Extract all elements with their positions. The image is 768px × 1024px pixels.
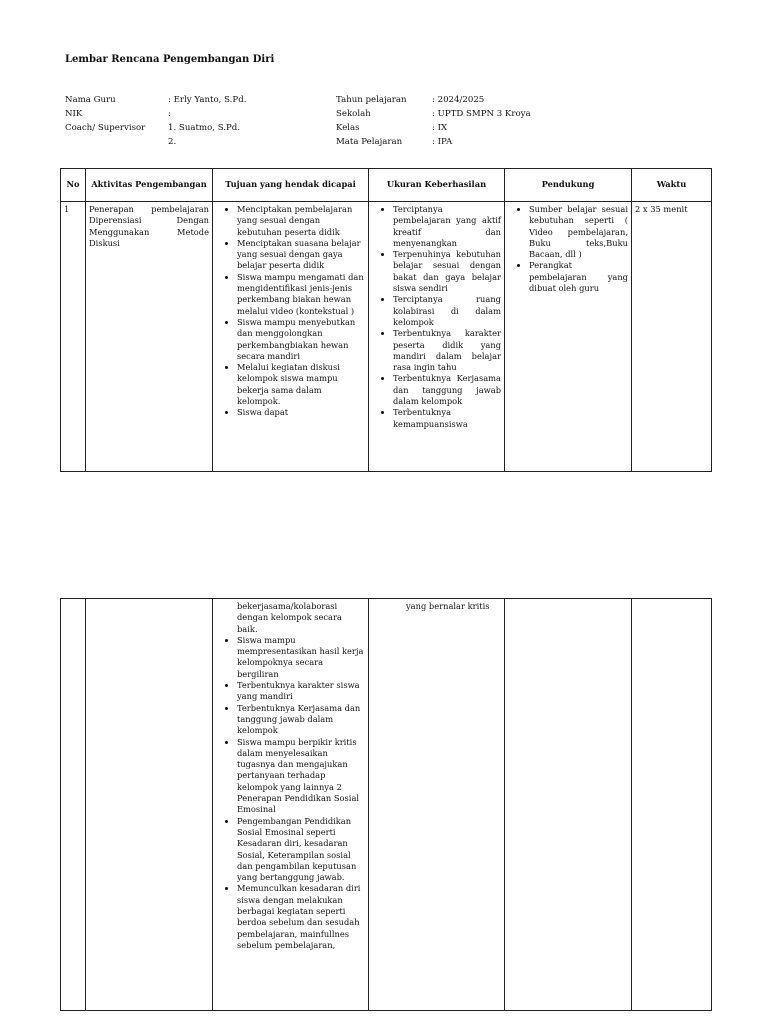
header-no: No: [61, 169, 86, 202]
mapel-value: : IPA: [432, 137, 453, 147]
coach-value-2: 2.: [168, 137, 177, 147]
coach-label: Coach/ Supervisor: [65, 123, 146, 133]
list-item: • Siswa mampu mempresentasikan hasil kerja kelompoknya secara bergiliran: [237, 635, 365, 680]
list-item: • Terbentuknya Kerjasama dan tanggung jawab dalam kelompok: [237, 703, 365, 737]
header-ukuran: Ukuran Keberhasilan: [369, 169, 505, 202]
cell-tujuan: [213, 599, 369, 1011]
teacher-info: [65, 93, 246, 149]
nama-label: Nama Guru: [65, 95, 116, 105]
header-aktivitas: Aktivitas Pengembangan: [86, 169, 213, 202]
tahun-label: Tahun pelajaran: [336, 95, 407, 105]
list-item: • Menciptakan pembelajaran yang sesuai dengan kebutuhan peserta didik: [237, 204, 365, 238]
ukuran-continued: yang bernalar kritis: [406, 601, 490, 611]
coach-value-1: 1. Suatmo, S.Pd.: [168, 123, 241, 133]
list-item: • Terciptanya ruang kolabirasi di dalam kelompok: [393, 294, 501, 328]
nik-label: NIK: [65, 109, 83, 119]
list-item: • Terbentuknya karakter siswa yang mandiri: [237, 680, 365, 703]
cell-ukuran: [369, 202, 505, 472]
cell-no: [61, 599, 86, 1011]
list-item: • Terbentuknya karakter peserta didik yang mandiri dalam belajar rasa ingin tahu: [393, 328, 501, 373]
nik-value: :: [168, 109, 171, 119]
mapel-label: Mata Pelajaran: [336, 137, 403, 147]
list-item: • Pengembangan Pendidikan Sosial Emosinal seperti Kesadaran diri, kesadaran Sosial, Keterampilan sosial dan pengambilan keputusan yang bertanggung jawab.: [237, 816, 365, 884]
nama-value: : Erly Yanto, S.Pd.: [168, 95, 247, 105]
sekolah-value: : UPTD SMPN 3 Kroya: [432, 109, 531, 119]
table-row: [61, 202, 712, 472]
kelas-label: Kelas: [336, 123, 360, 133]
tujuan-continued: bekerjasama/kolaborasi dengan kelompok secara baik.: [237, 601, 342, 634]
cell-waktu: [632, 599, 712, 1011]
list-item: • Menciptakan suasana belajar yang sesuai dengan gaya belajar peserta didik: [237, 238, 365, 272]
list-item: • Melalui kegiatan diskusi kelompok siswa mampu bekerja sama dalam kelompok.: [237, 362, 365, 407]
cell-tujuan: [213, 202, 369, 472]
plan-table-page1: [60, 168, 712, 472]
list-item: • Sumber belajar sesuai kebutuhan seperti ( Video pembelajaran, Buku teks,Buku Bacaan, dll ): [529, 204, 628, 260]
sekolah-label: Sekolah: [336, 109, 371, 119]
list-item: • Terpenuhinya kebutuhan belajar sesuai dengan bakat dan gaya belajar siswa sendiri: [393, 249, 501, 294]
list-item: • Terciptanya pembelajaran yang aktif kreatif dan menyenangkan: [393, 204, 501, 249]
table-row: [61, 599, 712, 1011]
list-item: • Siswa dapat: [237, 407, 365, 418]
cell-waktu: 2 x 35 menit: [632, 202, 712, 472]
cell-aktivitas: Penerapan pembelajaran Diperensiasi Dengan Menggunakan Metode Diskusi: [86, 202, 213, 472]
school-info: [336, 93, 531, 149]
cell-ukuran: [369, 599, 505, 1011]
cell-pendukung: [505, 599, 632, 1011]
list-item: • Memunculkan kesadaran diri siswa dengan melakukan berbagai kegiatan seperti berdoa sebelum dan sesudah pembelajaran, mainfullnes sebelum pembelajaran,: [237, 883, 365, 951]
document-title: Lembar Rencana Pengembangan Diri: [65, 54, 275, 65]
cell-aktivitas: [86, 599, 213, 1011]
kelas-value: : IX: [432, 123, 448, 133]
list-item: • Siswa mampu berpikir kritis dalam menyelesaikan tugasnya dan mengajukan pertanyaan terhadap kelompok yang lainnya 2 Penerapan Pendidikan Sosial Emosinal: [237, 737, 365, 816]
header-pendukung: Pendukung: [505, 169, 632, 202]
header-tujuan: Tujuan yang hendak dicapai: [213, 169, 369, 202]
header-waktu: Waktu: [632, 169, 712, 202]
plan-table-page2: [60, 598, 712, 1011]
cell-pendukung: [505, 202, 632, 472]
list-item: • Siswa mampu menyebutkan dan menggolongkan perkembangbiakan hewan secara mandiri: [237, 317, 365, 362]
list-item: • Siswa mampu mengamati dan mengidentifikasi jenis-jenis perkembang biakan hewan melalui video (kontekstual ): [237, 272, 365, 317]
tahun-value: : 2024/2025: [432, 95, 485, 105]
cell-no: 1: [61, 202, 86, 472]
list-item: • Perangkat pembelajaran yang dibuat oleh guru: [529, 260, 628, 294]
table-header-row: [61, 169, 712, 202]
list-item: • Terbentuknya Kerjasama dan tanggung jawab dalam kelompok: [393, 373, 501, 407]
list-item: • Terbentuknya kemampuansiswa: [393, 407, 501, 430]
